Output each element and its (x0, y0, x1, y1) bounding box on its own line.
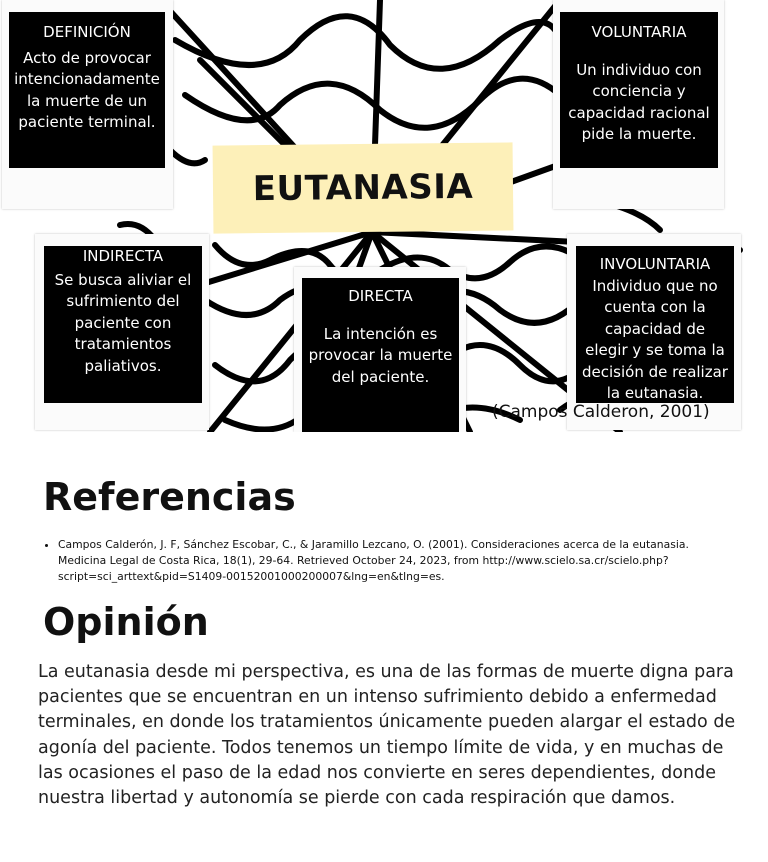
directa-card (302, 278, 459, 432)
directa-body: La intención es provocar la muerte del paciente. (308, 324, 453, 386)
indirecta-card (44, 246, 202, 403)
involuntaria-body: Individuo que no cuenta con la capacidad de elegir y se toma la decisión de realizar la eutanasia. (582, 276, 728, 402)
voluntaria-title: VOLUNTARIA (591, 23, 687, 41)
directa-title: DIRECTA (348, 287, 413, 305)
eutanasia-title: EUTANASIA (252, 166, 474, 210)
definicion-title: DEFINICIÓN (43, 23, 131, 41)
definicion-card (9, 12, 165, 168)
eutanasia-title-banner (213, 142, 514, 233)
diagram-citation: (Campos Calderon, 2001) (492, 402, 710, 422)
indirecta-body: Se busca aliviar el sufrimiento del paciente con tratamientos paliativos. (54, 270, 192, 375)
references-list (46, 537, 718, 585)
involuntaria-title: INVOLUNTARIA (599, 255, 711, 273)
opinion-paragraph: La eutanasia desde mi perspectiva, es una de las formas de muerte digna para pacientes que se encuentran en un intenso sufrimiento debido a enfermedad terminales, en donde los tratamientos únicamente pueden alargar el estado de agonía del paciente. Todos tenemos un tiempo límite de vida, y en muchas de las ocasiones el paso de la edad nos convierte en seres dependientes, donde nuestra libertad y autonomía se pierde con cada respiración que damos. (38, 662, 736, 809)
voluntaria-body: Un individuo con conciencia y capacidad racional pide la muerte. (568, 60, 710, 143)
opinion-heading: Opinión (43, 600, 209, 644)
involuntaria-card (576, 246, 734, 403)
indirecta-title: INDIRECTA (82, 247, 164, 265)
references-heading: Referencias (43, 475, 296, 519)
definicion-body: Acto de provocar intencionadamente la muerte de un paciente terminal. (14, 48, 160, 131)
voluntaria-card (560, 12, 718, 168)
reference-item: • Campos Calderón, J. F, Sánchez Escobar, C., & Jaramillo Lezcano, O. (2001). Consideraciones acerca de la eutanasia. Medicina Legal de Costa Rica, 18(1), 29-64. Retrieved October 24, 2023, from http://www.scielo.sa.cr/scielo.php?script=sci_arttext&pid=S1409-00152001000200007&lng=en&tlng=es. (58, 537, 718, 585)
